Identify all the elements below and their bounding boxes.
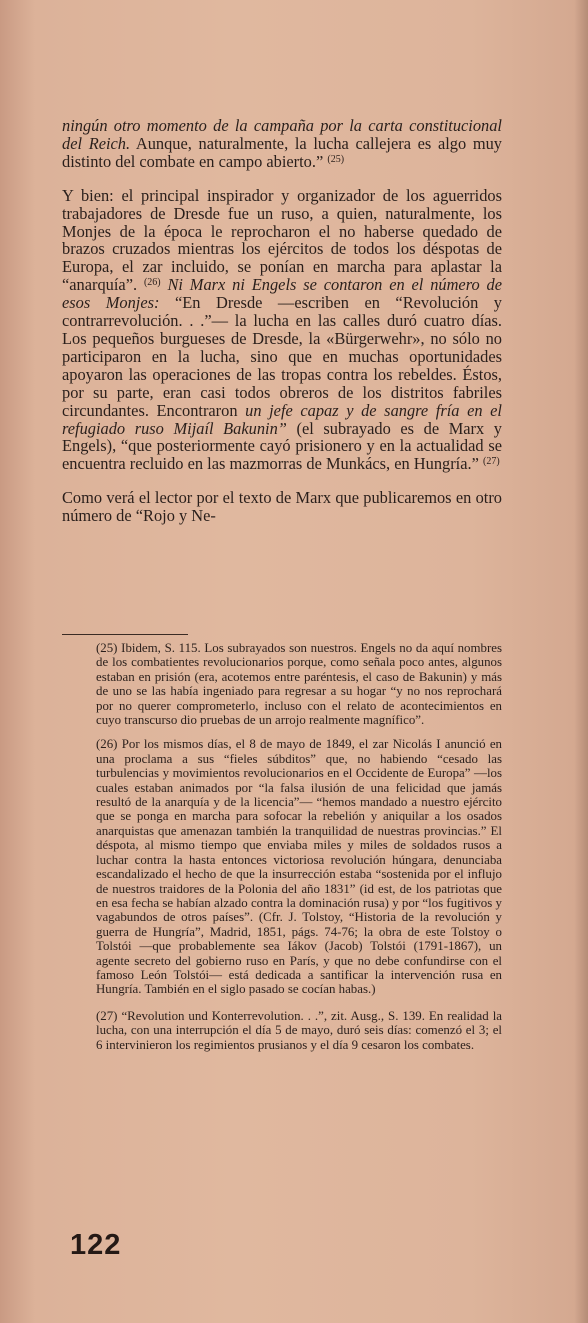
text-run: (el subrayado es de Marx y Engels), “que posteriormente cayó prisionero y en la actualidad se encuentra recluido en las mazmorras de Munkács, en Hungría.” <box>62 418 503 474</box>
text-run: Como verá el lector por el texto de Marx que publicaremos en otro número de “Rojo y Ne- <box>62 488 502 526</box>
footnote-26: (26) Por los mismos días, el 8 de mayo de 1849, el zar Nicolás I anunció en una proclama a sus “fieles súbditos” que, no habiendo “cesado las turbulencias y movimientos revolucionarios en el Occidente de Europa” —los cuales estaban animados por “la falsa ilusión de una felicidad que jamás resultó de la anarquía y de la licencia”— “hemos mandado a nuestro ejército que se ponga en marcha para sofocar la rebelión y aniquilar a los osados anarquistas que amenazan también la tranquilidad de nuestras provincias.” El déspota, al mismo tiempo que enviaba miles y miles de soldados rusos a luchar contra la hasta entonces victoriosa revolución húngara, denunciaba escandalizado el hecho de que la insurrección estaba “sostenida por el influjo de nuestros traidores de la Polonia del año 1831” (id est, de los patriotas que en esa fecha se habían alzado contra la dominación rusa) y por “los fugitivos y vagabundos de otros países”. (Cfr. J. Tolstoy, “Historia de la revolución y guerra de Hungría”, Madrid, 1851, págs. 74-76; la obra de este Tolstoy o Tolstói —que probablemente sea Iákov (Jacob) Tolstói (1791-1867), un agente secreto del gobierno ruso en París, y que no debe confundirse con el famoso León Tolstói— está dedicada a santificar la intervención rusa en Hungría. También en el siglo pasado se cocían habas.) <box>96 737 502 997</box>
footnote-ref: (27) <box>482 456 500 468</box>
paragraph <box>62 489 502 525</box>
text-run: Y bien: el principal inspirador y organizador de los aguerridos trabajadores de Dresde fue un ruso, a quien, naturalmente, los Monjes de la época le reprocharon el no haberse quedado de brazos cruzados mientras los ejércitos de todos los déspotas de Europa, el zar incluido, se ponían en marcha para aplastar la “anarquía”. <box>62 185 502 295</box>
footnote-ref: (26) <box>143 277 161 289</box>
footnote-27: (27) “Revolution und Konterrevolution. . .”, zit. Ausg., S. 139. En realidad la lucha, con una interrupción el día 5 de mayo, duró seis días: comenzó el 3; el 6 intervinieron los regimientos prusianos y el día 9 cesaron los combates. <box>96 1008 502 1052</box>
text-run: Aunque, naturalmente, la lucha callejera es algo muy distinto del combate en campo abierto.” <box>62 133 503 171</box>
text-run: ningún otro momento de la campaña por la carta constitucional del Reich. <box>62 116 502 153</box>
page-number: 122 <box>70 1229 122 1261</box>
page-edge-shadow <box>574 0 588 1323</box>
paragraph <box>62 187 502 474</box>
footnote-ref: (25) <box>327 153 345 165</box>
paragraph <box>62 117 502 171</box>
footnotes <box>96 641 502 1062</box>
footnote-rule <box>62 634 188 635</box>
text-run: “En Dresde —escriben en “Revolución y contrarrevolución. . .”— la lucha en las calles duró cuatro días. Los pequeños burgueses de Dresde, la «Bürgerwehr», no sólo no participaron en la lucha, sino que en muchas oportunidades apoyaron las operaciones de las tropas contra los rebeldes. Éstos, por su parte, eran casi todos obreros de los distritos fabriles circundantes. Encontraron <box>62 293 502 420</box>
footnote-25: (25) Ibidem, S. 115. Los subrayados son nuestros. Engels no da aquí nombres de los combatientes revolucionarios porque, como señala poco antes, algunos estaban en prisión (era, acotemos entre paréntesis, el caso de Bakunin) y más de uno se las había ingeniado para regresar a su hogar “y no nos reprochará por no querer comprometerlo, incluso con el relato de acontecimientos en cuyo transcurso dio pruebas de un arrojo realmente magnífico”. <box>96 641 502 728</box>
text-run: un jefe capaz y de sangre fría en el refugiado ruso Mijaíl Bakunin” <box>62 400 502 438</box>
main-text <box>62 117 502 525</box>
text-run: Ni Marx ni Engels se contaron en el número de esos Monjes: <box>62 275 502 313</box>
